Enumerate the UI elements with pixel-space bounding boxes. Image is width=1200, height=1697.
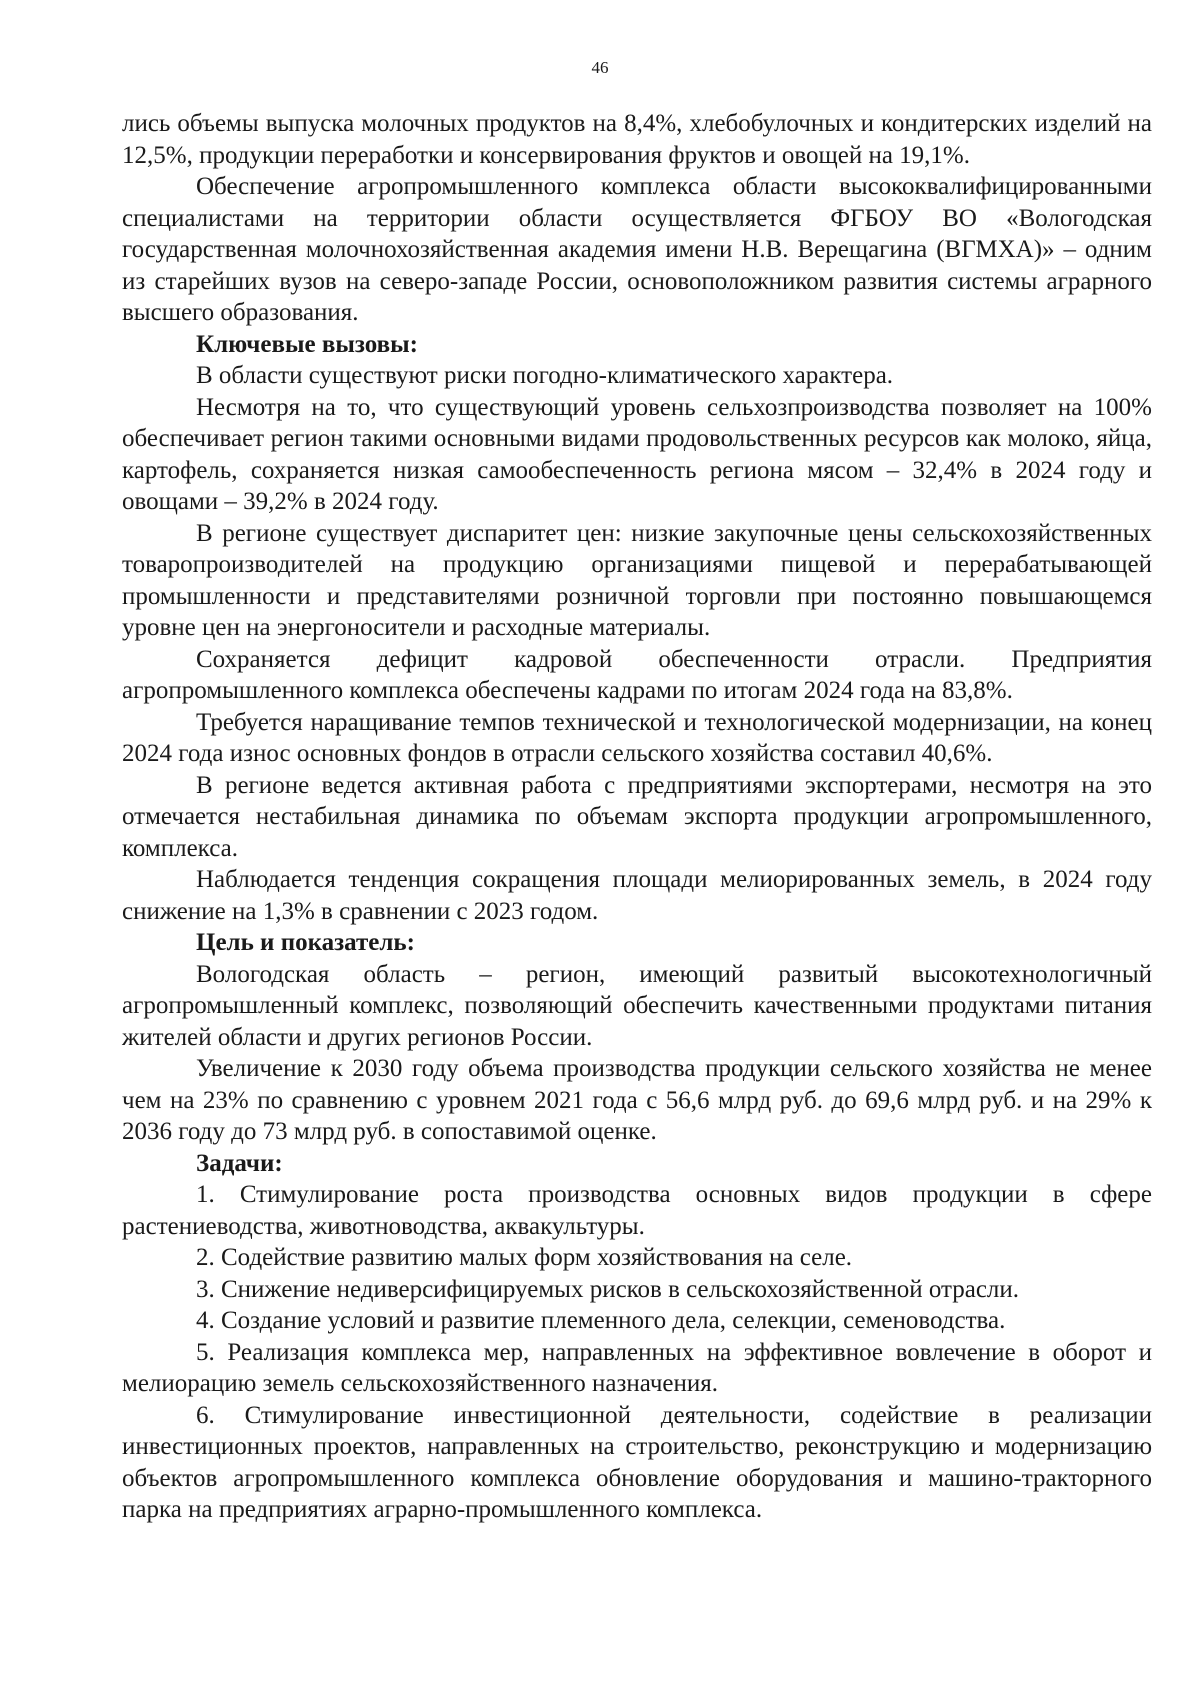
section-heading-tasks: Задачи: <box>196 1149 283 1177</box>
page-number: 46 <box>591 58 609 77</box>
paragraph-education: Обеспечение агропромышленного комплекса области высококвалифицированными специалистами на территории области осуществляется ФГБОУ ВО «Вологодская государственная молочнохозяйственная академия имени Н.В. Верещагина (ВГМХА)» – одним из старейших вузов на северо-западе России, основоположником развития системы аграрного высшего образования. <box>122 173 1152 326</box>
challenge-item: Наблюдается тенденция сокращения площади мелиорированных земель, в 2024 году снижение на 1,3% в сравнении с 2023 годом. <box>122 866 1152 925</box>
task-item: 5. Реализация комплекса мер, направленных на эффективное вовлечение в оборот и мелиорацию земель сельскохозяйственного назначения. <box>122 1338 1152 1397</box>
task-item: 1. Стимулирование роста производства основных видов продукции в сфере растениеводства, животноводства, аквакультуры. <box>122 1181 1152 1240</box>
paragraph-continuation: лись объемы выпуска молочных продуктов на 8,4%, хлебобулочных и кондитерских изделий на 12,5%, продукции переработки и консервирования фруктов и овощей на 19,1%. <box>122 110 1152 169</box>
challenge-item: В регионе существует диспаритет цен: низкие закупочные цены сельскохозяйственных товаропроизводителей на продукцию организациями пищевой и перерабатывающей промышленности и представителями розничной торговли при постоянно повышающемся уровне цен на энергоносители и расходные материалы. <box>122 519 1152 641</box>
challenge-item: Несмотря на то, что существующий уровень сельхозпроизводства позволяет на 100% обеспечивает регион такими основными видами продовольственных ресурсов как молоко, яйца, картофель, сохраняется низкая самообеспеченность региона мясом – 32,4% в 2024 году и овощами – 39,2% в 2024 году. <box>122 393 1152 515</box>
goal-item: Увеличение к 2030 году объема производства продукции сельского хозяйства не менее чем на 23% по сравнению с уровнем 2021 года с 56,6 млрд руб. до 69,6 млрд руб. и на 29% к 2036 году до 73 млрд руб. в сопоставимой оценке. <box>122 1055 1152 1145</box>
task-item: 3. Снижение недиверсифицируемых рисков в сельскохозяйственной отрасли. <box>196 1275 1020 1303</box>
goal-item: Вологодская область – регион, имеющий развитый высокотехнологичный агропромышленный комплекс, позволяющий обеспечить качественными продуктами питания жителей области и других регионов России. <box>122 960 1152 1051</box>
section-heading-challenges: Ключевые вызовы: <box>196 330 419 358</box>
challenge-item: В регионе ведется активная работа с предприятиями экспортерами, несмотря на это отмечается нестабильная динамика по объемам экспорта продукции агропромышленного, комплекса. <box>122 771 1152 862</box>
task-item: 4. Создание условий и развитие племенного дела, селекции, семеноводства. <box>196 1307 1006 1334</box>
challenge-item: В области существуют риски погодно-климатического характера. <box>196 362 894 389</box>
challenge-item: Сохраняется дефицит кадровой обеспеченности отрасли. Предприятия агропромышленного комплекса обеспечены кадрами по итогам 2024 года на 83,8%. <box>122 645 1152 704</box>
document-body <box>122 108 1152 1526</box>
task-item: 6. Стимулирование инвестиционной деятельности, содействие в реализации инвестиционных проектов, направленных на строительство, реконструкцию и модернизацию объектов агропромышленного комплекса обновление оборудования и машино-тракторного парка на предприятиях аграрно-промышленного комплекса. <box>122 1401 1152 1523</box>
section-heading-goal: Цель и показатель: <box>196 929 415 956</box>
challenge-item: Требуется наращивание темпов технической и технологической модернизации, на конец 2024 года износ основных фондов в отрасли сельского хозяйства составил 40,6%. <box>122 708 1152 767</box>
task-item: 2. Содействие развитию малых форм хозяйствования на селе. <box>196 1244 853 1271</box>
